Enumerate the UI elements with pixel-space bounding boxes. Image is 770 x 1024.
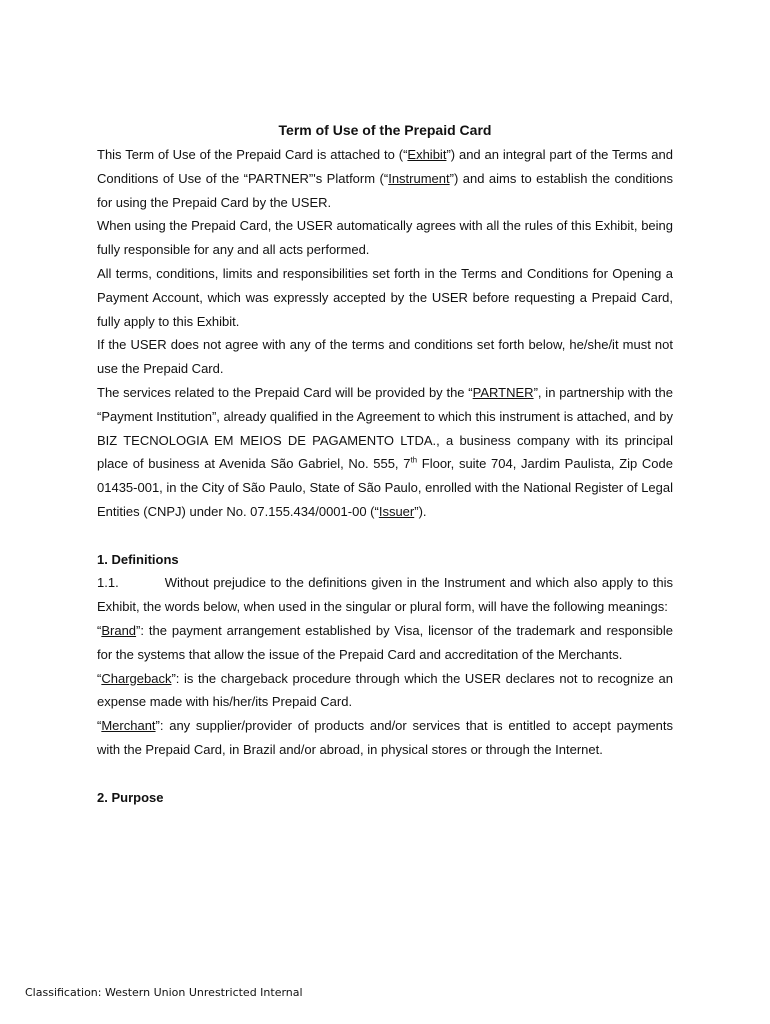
definition-brand (97, 619, 673, 667)
text-span: ”) and an integral part of the Terms and Conditions of Use of the “PARTNER”'s Platform (“ (97, 147, 673, 186)
clause-text: Without prejudice to the definitions given in the Instrument and which also apply to this Exhibit, the words below, when used in the singular or plural form, will have the following meanings: (97, 575, 673, 615)
definition-chargeback (97, 667, 673, 715)
clause-1-1 (97, 571, 673, 619)
spacer (97, 524, 673, 548)
issuer-term: Issuer (378, 503, 415, 519)
clause-number: 1.1. (97, 575, 119, 591)
document-title: Term of Use of the Prepaid Card (278, 122, 492, 138)
text-span: Floor, suite 704, Jardim Paulista, Zip Code 01435-001, in the City of São Paulo, State of São Paulo, enrolled with the National Register of Legal Entities (CNPJ) under No. 07.155.434/0001-00 (“ (97, 456, 673, 519)
open-quote: “ (97, 718, 102, 734)
chargeback-definition: ”: is the chargeback procedure through which the USER declares not to recognize an expense made with his/her/its Prepaid Card. (97, 670, 673, 710)
brand-definition: ”: the payment arrangement established by Visa, licensor of the trademark and responsible for the systems that allow the issue of the Prepaid Card and accreditation of the Merchants. (97, 622, 673, 662)
intro-paragraph-5 (97, 381, 673, 524)
exhibit-term: Exhibit (407, 147, 447, 162)
section-2-heading: 2. Purpose (97, 789, 164, 805)
open-quote: “ (97, 670, 102, 686)
text-span: The services related to the Prepaid Card will be provided by the “ (97, 384, 473, 400)
instrument-term: Instrument (388, 170, 450, 186)
intro-paragraph-2: When using the Prepaid Card, the USER automatically agrees with all the rules of this Exhibit, being fully responsible for any and all acts performed. (97, 218, 673, 258)
partner-term: PARTNER (472, 384, 534, 400)
merchant-definition: ”: any supplier/provider of products and/or services that is entitled to accept payments with the Prepaid Card, in Brazil and/or abroad, in physical stores or through the Internet. (97, 718, 673, 757)
intro-paragraph-1 (97, 143, 673, 214)
open-quote: “ (97, 622, 102, 638)
ordinal-suffix: th (410, 456, 418, 466)
classification-footer: Classification: Western Union Unrestricted Internal (25, 986, 303, 999)
chargeback-term: Chargeback (101, 670, 172, 686)
intro-paragraph-3: All terms, conditions, limits and responsibilities set forth in the Terms and Conditions for Opening a Payment Account, which was expressly accepted by the USER before requesting a Prepaid Card, fully apply to this Exhibit. (97, 265, 673, 329)
text-span: ”) and aims to establish the conditions for using the Prepaid Card by the USER. (97, 170, 673, 210)
definition-merchant (97, 714, 673, 762)
intro-paragraph-4: If the USER does not agree with any of the terms and conditions set forth below, he/she/it must not use the Prepaid Card. (97, 337, 673, 377)
brand-term: Brand (101, 622, 137, 638)
spacer (97, 762, 673, 786)
document-body (97, 143, 673, 809)
merchant-term: Merchant (101, 718, 156, 734)
text-span: This Term of Use of the Prepaid Card is attached to (“ (97, 147, 408, 162)
section-1-heading: 1. Definitions (97, 551, 179, 567)
text-span: ”). (414, 503, 427, 519)
text-span: ”, in partnership with the “Payment Institution”, already qualified in the Agreement to which this instrument is attached, and by BIZ TECNOLOGIA EM MEIOS DE PAGAMENTO LTDA., a business company with its principal place of business at Avenida São Gabriel, No. 555, 7 (97, 384, 673, 472)
